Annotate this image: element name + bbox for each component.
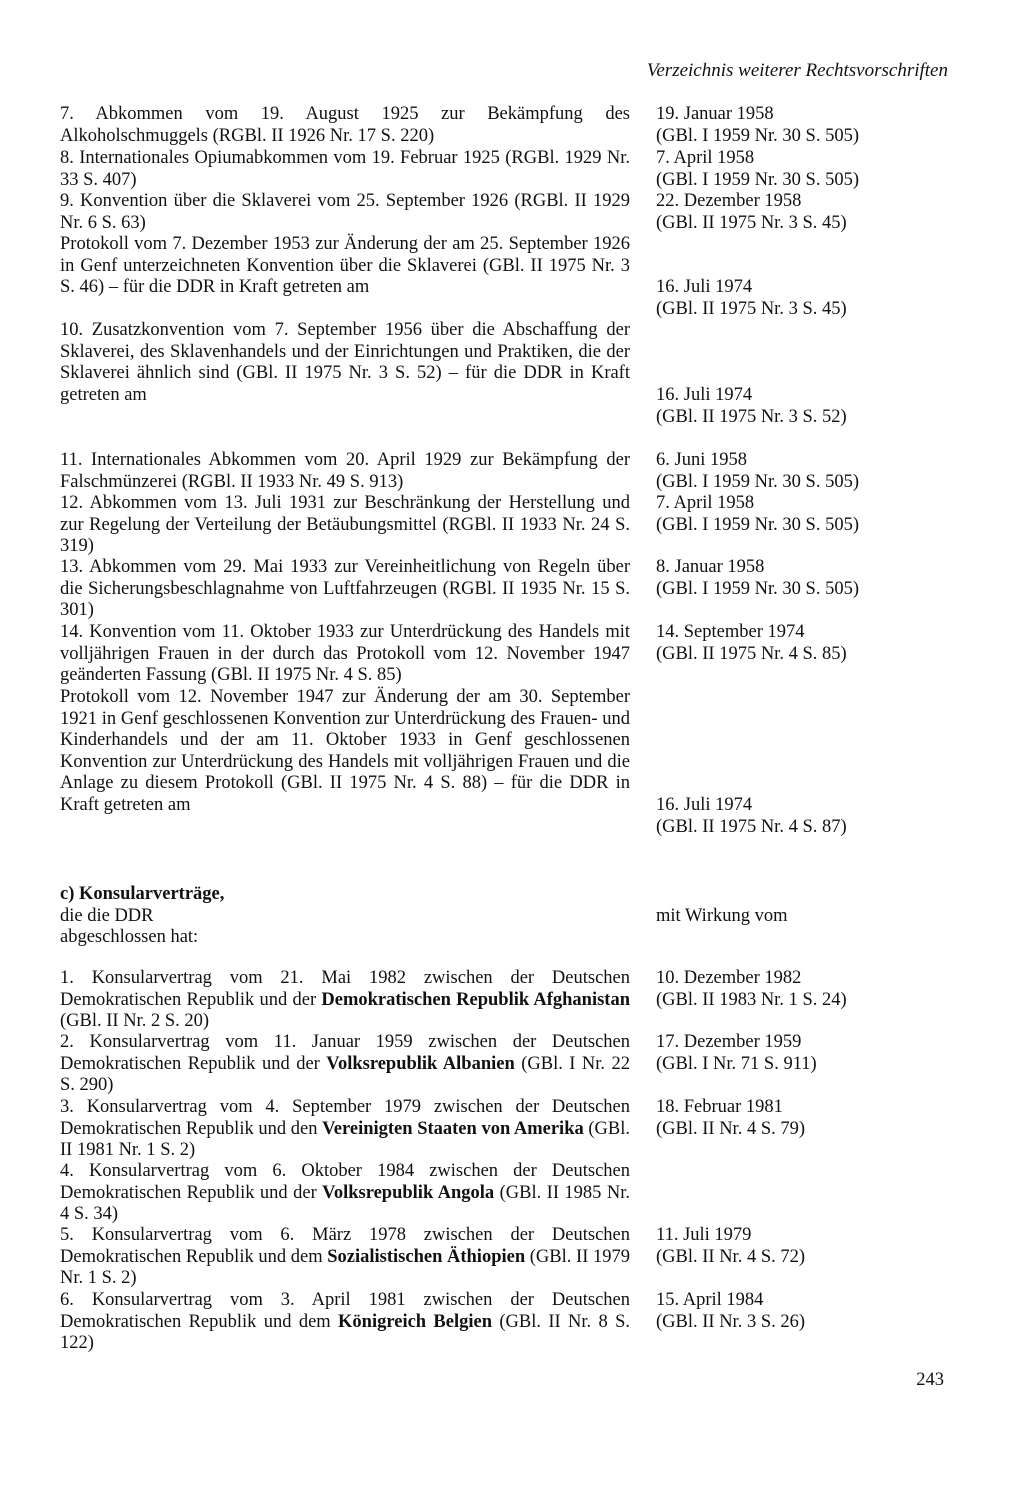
section-title: c) Konsularverträge, — [60, 884, 225, 904]
entry-14-date — [656, 622, 956, 665]
protokoll-1947-date — [656, 795, 956, 838]
entry-country: Vereinigten Staaten von Amerika — [322, 1118, 584, 1139]
entry-13-text: 13. Abkommen vom 29. Mai 1933 zur Vereinheitlichung von Regeln über die Sicherungsbeschlagnahme von Luftfahrzeugen (RGBl. II 1935 Nr. 15 S. 301) — [60, 557, 630, 621]
entry-country: Volksrepublik Albanien — [326, 1053, 515, 1074]
entry-text: 2. Konsularvertrag vom 11. Januar 1959 zwischen der Deutschen Demokratischen Republik und der — [60, 1032, 630, 1074]
entry-date: 14. September 1974 — [656, 622, 805, 642]
konsular-entry-6 — [60, 1290, 630, 1355]
entry-8-date — [656, 148, 956, 191]
entry-text: 5. Konsularvertrag vom 6. März 1978 zwischen der Deutschen Demokratischen Republik und dem — [60, 1225, 630, 1267]
entry-10-date — [656, 385, 956, 428]
entry-date: 16. Juli 1974 — [656, 277, 753, 297]
section-c-right-label: mit Wirkung vom — [656, 906, 788, 926]
entry-7-date — [656, 104, 956, 147]
konsular-entry-2 — [60, 1032, 630, 1097]
protokoll-1953-text: Protokoll vom 7. Dezember 1953 zur Änderung der am 25. September 1926 in Genf unterzeichneten Konvention über die Sklaverei (GBl. II 1975 Nr. 3 S. 46) – für die DDR in Kraft getreten am — [60, 234, 630, 298]
konsular-entry-2-date — [656, 1032, 956, 1075]
entry-citation: (GBl. II Nr. 2 S. 20) — [60, 1011, 210, 1032]
entry-country: Demokratischen Republik Afghanistan — [321, 989, 630, 1010]
entry-11-text: 11. Internationales Abkommen vom 20. April 1929 zur Bekämpfung der Falschmünzerei (RGBl. II 1933 Nr. 49 S. 913) — [60, 450, 630, 492]
page-number: 243 — [916, 1370, 944, 1390]
entry-date: 15. April 1984 — [656, 1290, 764, 1310]
konsular-entry-5-date — [656, 1225, 956, 1268]
entry-text: 1. Konsularvertrag vom 21. Mai 1982 zwischen der Deutschen Demokratischen Republik und der — [60, 968, 630, 1010]
entry-ref: (GBl. I 1959 Nr. 30 S. 505) — [656, 125, 859, 146]
entry-13-date — [656, 557, 956, 600]
entry-date: 18. Februar 1981 — [656, 1097, 783, 1117]
entry-citation: (GBl. II 1985 Nr. 4 S. 34) — [60, 1182, 630, 1225]
entry-14-text: 14. Konvention vom 11. Oktober 1933 zur Unterdrückung des Handels mit volljährigen Frauen in der durch das Protokoll vom 12. November 1947 geänderten Fassung (GBl. II 1975 Nr. 4 S. 85) — [60, 622, 630, 686]
konsular-entry-3-date — [656, 1097, 956, 1140]
entry-date: 7. April 1958 — [656, 493, 755, 513]
entry-text: 3. Konsularvertrag vom 4. September 1979 zwischen der Deutschen Demokratischen Republik und den — [60, 1097, 630, 1139]
entry-ref: (GBl. II 1975 Nr. 4 S. 85) — [656, 643, 847, 664]
protokoll-1953-date — [656, 277, 956, 320]
entry-country: Volksrepublik Angola — [322, 1182, 495, 1203]
entry-ref: (GBl. II 1975 Nr. 3 S. 45) — [656, 212, 847, 233]
entry-citation: (GBl. II 1981 Nr. 1 S. 2) — [60, 1118, 631, 1161]
entry-7-text: 7. Abkommen vom 19. August 1925 zur Bekämpfung des Alkoholschmuggels (RGBl. II 1926 Nr. 17 S. 220) — [60, 104, 630, 146]
entry-9-text: 9. Konvention über die Sklaverei vom 25. September 1926 (RGBl. II 1929 Nr. 6 S. 63) — [60, 191, 630, 233]
entry-text: 6. Konsularvertrag vom 3. April 1981 zwischen der Deutschen Demokratischen Republik und dem — [60, 1290, 630, 1332]
section-c-heading — [60, 884, 630, 949]
konsular-entry-4 — [60, 1161, 630, 1226]
protokoll-1947-text: Protokoll vom 12. November 1947 zur Änderung der am 30. September 1921 in Genf geschlossenen Konvention zur Unterdrückung des Frauen- und Kinderhandels und der am 11. Oktober 1933 in Genf geschlossenen Konvention zur Unterdrückung des Handels mit volljährigen Frauen und die Anlage zu diesem Protokoll (GBl. II 1975 Nr. 4 S. 88) – für die DDR in Kraft getreten am — [60, 687, 630, 815]
entry-ref: (GBl. I 1959 Nr. 30 S. 505) — [656, 471, 859, 492]
entry-citation: (GBl. II Nr. 8 S. 122) — [60, 1311, 630, 1354]
konsular-entry-6-date — [656, 1290, 956, 1333]
entry-ref: (GBl. II Nr. 4 S. 79) — [656, 1118, 806, 1139]
entry-ref: (GBl. II Nr. 3 S. 26) — [656, 1311, 806, 1332]
entry-text: 4. Konsularvertrag vom 6. Oktober 1984 zwischen der Deutschen Demokratischen Republik und der — [60, 1161, 630, 1203]
section-subtitle-1: die die DDR — [60, 905, 154, 926]
entry-ref: (GBl. II 1975 Nr. 4 S. 87) — [656, 816, 847, 837]
entry-citation: (GBl. II 1979 Nr. 1 S. 2) — [60, 1246, 630, 1289]
entry-citation: (GBl. I Nr. 22 S. 290) — [60, 1053, 630, 1096]
entry-date: 22. Dezember 1958 — [656, 191, 802, 211]
entry-date: 16. Juli 1974 — [656, 385, 753, 405]
entry-12-date — [656, 493, 956, 536]
entry-ref: (GBl. I 1959 Nr. 30 S. 505) — [656, 514, 859, 535]
entry-ref: (GBl. II 1975 Nr. 3 S. 52) — [656, 406, 847, 427]
entry-date: 16. Juli 1974 — [656, 795, 753, 815]
entry-8-text: 8. Internationales Opiumabkommen vom 19. Februar 1925 (RGBl. 1929 Nr. 33 S. 407) — [60, 148, 630, 190]
entry-12-text: 12. Abkommen vom 13. Juli 1931 zur Beschränkung der Herstellung und zur Regelung der Verteilung der Betäubungsmittel (RGBl. II 1933 Nr. 24 S. 319) — [60, 493, 630, 557]
konsular-entry-3 — [60, 1097, 630, 1162]
entry-date: 8. Januar 1958 — [656, 557, 765, 577]
entry-11-date — [656, 450, 956, 493]
entry-ref: (GBl. II 1983 Nr. 1 S. 24) — [656, 989, 847, 1010]
konsular-entry-1 — [60, 968, 630, 1033]
entry-9-date — [656, 191, 956, 234]
entry-ref: (GBl. II 1975 Nr. 3 S. 45) — [656, 298, 847, 319]
entry-date: 6. Juni 1958 — [656, 450, 747, 470]
entry-country: Sozialistischen Äthiopien — [327, 1246, 526, 1267]
entry-ref: (GBl. II Nr. 4 S. 72) — [656, 1246, 806, 1267]
entry-date: 11. Juli 1979 — [656, 1225, 752, 1245]
running-header: Verzeichnis weiterer Rechtsvorschriften — [646, 60, 948, 81]
entry-10-text: 10. Zusatzkonvention vom 7. September 1956 über die Abschaffung der Sklaverei, des Sklavenhandels und der Einrichtungen und Praktiken, die der Sklaverei ähnlich sind (GBl. II 1975 Nr. 3 S. 52) – für die DDR in Kraft getreten am — [60, 320, 630, 405]
entry-ref: (GBl. I Nr. 71 S. 911) — [656, 1053, 817, 1074]
entry-date: 7. April 1958 — [656, 148, 755, 168]
entry-country: Königreich Belgien — [338, 1311, 493, 1332]
section-subtitle-2: abgeschlossen hat: — [60, 927, 199, 948]
entry-ref: (GBl. I 1959 Nr. 30 S. 505) — [656, 169, 859, 190]
entry-ref: (GBl. I 1959 Nr. 30 S. 505) — [656, 578, 859, 599]
konsular-entry-1-date — [656, 968, 956, 1011]
entry-date: 19. Januar 1958 — [656, 104, 774, 124]
entry-date: 17. Dezember 1959 — [656, 1032, 802, 1052]
konsular-entry-5 — [60, 1225, 630, 1290]
entry-date: 10. Dezember 1982 — [656, 968, 802, 988]
